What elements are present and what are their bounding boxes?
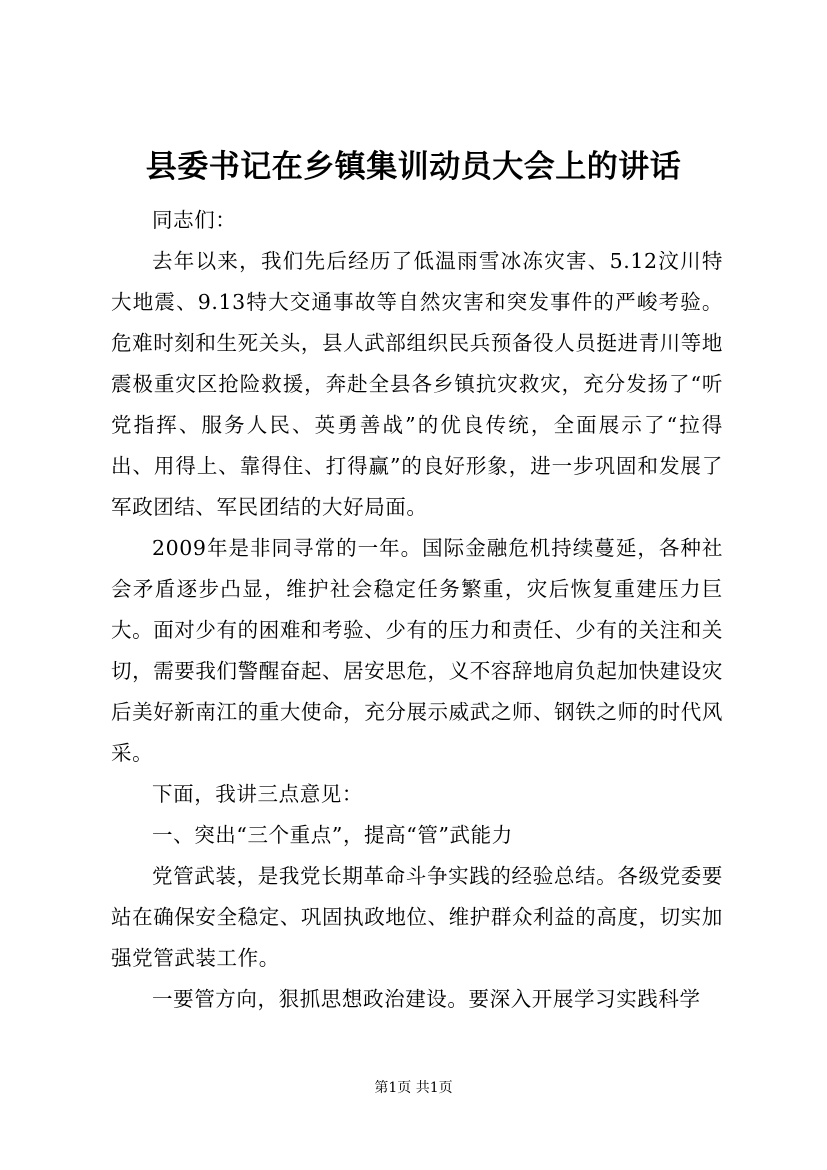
paragraph-4: 党管武装，是我党长期革命斗争实践的经验总结。各级党委要站在确保安全稳定、巩固执政地位、维护群众利益的高度，切实加强党管武装工作。 [111,864,723,970]
paragraph-1: 去年以来，我们先后经历了低温雨雪冰冻灾害、5.12汶川特大地震、9.13特大交通事故等自然灾害和突发事件的严峻考验。危难时刻和生死关头，县人武部组织民兵预备役人员挺进青川等地震极重灾区抢险救援，奔赴全县各乡镇抗灾救灾，充分发扬了“听党指挥、服务人民、英勇善战”的优良传统，全面展示了“拉得出、用得上、靠得住、打得赢”的良好形象，进一步巩固和发展了军政团结、军民团结的大好局面。 [111,249,723,519]
paragraph-2: 2009年是非同寻常的一年。国际金融危机持续蔓延，各种社会矛盾逐步凸显，维护社会稳定任务繁重，灾后恢复重建压力巨大。面对少有的困难和考验、少有的压力和责任、少有的关注和关切，需要我们警醒奋起、居安思危，义不容辞地肩负起加快建设灾后美好新南江的重大使命，充分展示威武之师、钢铁之师的时代风采。 [111,536,723,765]
paragraph-3: 下面，我讲三点意见： [152,782,363,806]
document-body [111,200,723,1020]
paragraph-salutation: 同志们： [152,208,237,232]
paragraph-5: 一要管方向，狠抓思想政治建设。要深入开展学习实践科学 [152,987,701,1011]
document-title: 县委书记在乡镇集训动员大会上的讲话 [145,149,682,185]
section-heading-1: 一、突出“三个重点”，提高“管”武能力 [152,823,513,847]
page-number-footer: 第1页 共1页 [374,1080,453,1096]
